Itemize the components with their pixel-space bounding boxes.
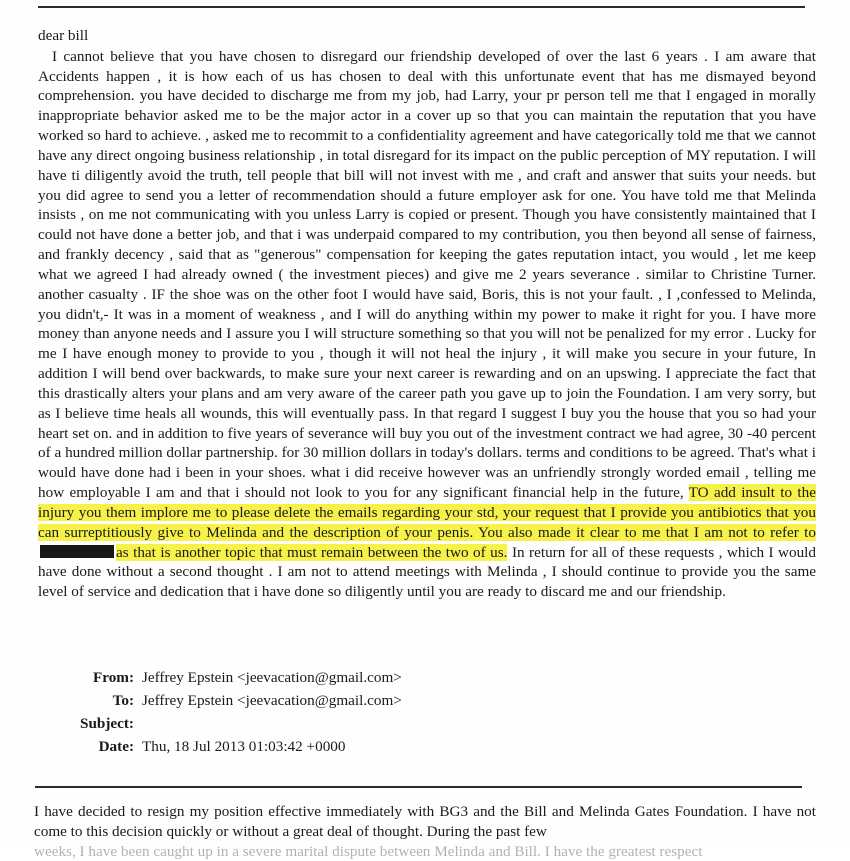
header-row-subject: [38, 712, 738, 735]
next-message-paragraph: I have decided to resign my position effective immediately with BG3 and the Bill and Melinda Gates Foundation. I have not come to this decision quickly or without a great deal of thought. During the past few: [34, 803, 816, 840]
top-divider: [38, 6, 805, 8]
paragraph-text-part-c: In return for all of these requests , which I would have done without a second thought . I am not to attend meetings with Melinda , I should continue to provide you the same level of service and dedication that i have done so diligently until you are ready to discard me and our friendship.: [38, 543, 816, 601]
highlighted-text-2: as that is another topic that must remain between the two of us.: [116, 543, 508, 561]
next-message-body: [34, 802, 816, 860]
email-header-block: [38, 666, 738, 758]
header-row-from: [38, 666, 738, 689]
to-value: Jeffrey Epstein <jeevacation@gmail.com>: [142, 692, 402, 710]
header-row-to: [38, 689, 738, 712]
header-row-date: [38, 735, 738, 758]
date-label: Date:: [98, 738, 134, 756]
next-message-cutoff-line: weeks, I have been caught up in a severe marital dispute between Melinda and Bill. I have the greatest respect: [34, 842, 703, 860]
highlighted-text-1: TO add insult to the injury you them implore me to please delete the emails regarding your std, your request that I provide you antibiotics that you can surreptitiously give to Melinda and the description of your penis. You also made it clear to me that I am not to refer to: [38, 484, 816, 541]
salutation: dear bill: [38, 27, 89, 44]
paragraph-text-part-a: I cannot believe that you have chosen to disregard our friendship developed of over the last 6 years . I am aware that Accidents happen , it is how each of us has chosen to deal with this unfortunate event that has me dismayed beyond comprehension. you have decided to discharge me from my job, had Larry, your pr person tell me that I engaged in morally inappropriate behavior asked me to be the major actor in a cover up so that you can maintain the reputation that you have worked so hard to achieve. , asked me to recommit to a confidentiality agreement and have categorically told me that we cannot have any direct ongoing business relationship , in total disregard for its impact on the public perception of MY reputation. I will have ti diligently avoid the truth, tell people that bill will not invest with me , and craft and answer that suits your needs. but you did agree to send you a letter of recommendation should a future employer ask for one. You have told me that Melinda insists , on me not communicating with you unless Larry is copied or present. Though you have consistently maintained that I could not have done a better job, and that i was underpaid compared to my contribution, you then beyond all sense of fairness, and frankly decency , said that as "generous" compensation for keeping the gates reputation intact, you would , let me keep what we agreed I had already owned ( the investment pieces) and give me 2 years severance . similar to Christine Turner. another casualty . IF the shoe was on the other foot I would have said, Boris, this is not your fault. , I ,confessed to Melinda, you didn't,- It was in a moment of weakness , and I will do anything within my power to make it right for you. I have more money than anyone needs and I assure you I will structure something so that you will not be penalized for my error . Lucky for me I have enough money to provide to you , though it will not heal the injury , it will make you secure in your future, In addition I will bend over backwards, to make sure your next career is rewarding and on an upswing. I appreciate the fact that this drastically alters your plans and am very aware of the career path you gave up to join the Foundation. I am very sorry, but as I believe time heals all wounds, this will eventually pass. In that regard I suggest I buy you the house that you so had your heart set on. and in addition to five years of severance will buy you out of the investment contract we had agree, 30 -40 percent of a hundred million dollar partnership. for 30 million dollars in today's dollars. terms and conditions to be agreed. That's what i would have done had i been in your shoes. what i did receive however was an unfriendly strongly worded email , telling me how employable I am and that i should not look to you for any significant financial help in the future,: [38, 47, 816, 502]
to-label: To:: [112, 692, 134, 710]
from-value: Jeffrey Epstein <jeevacation@gmail.com>: [142, 669, 402, 686]
from-label: From:: [92, 669, 134, 686]
section-divider: [35, 786, 802, 788]
date-value: Thu, 18 Jul 2013 01:03:42 +0000: [142, 738, 346, 756]
redaction-bar: [40, 545, 114, 558]
letter-body: [38, 26, 816, 602]
letter-paragraph: [38, 47, 816, 602]
subject-label: Subject:: [80, 715, 134, 733]
